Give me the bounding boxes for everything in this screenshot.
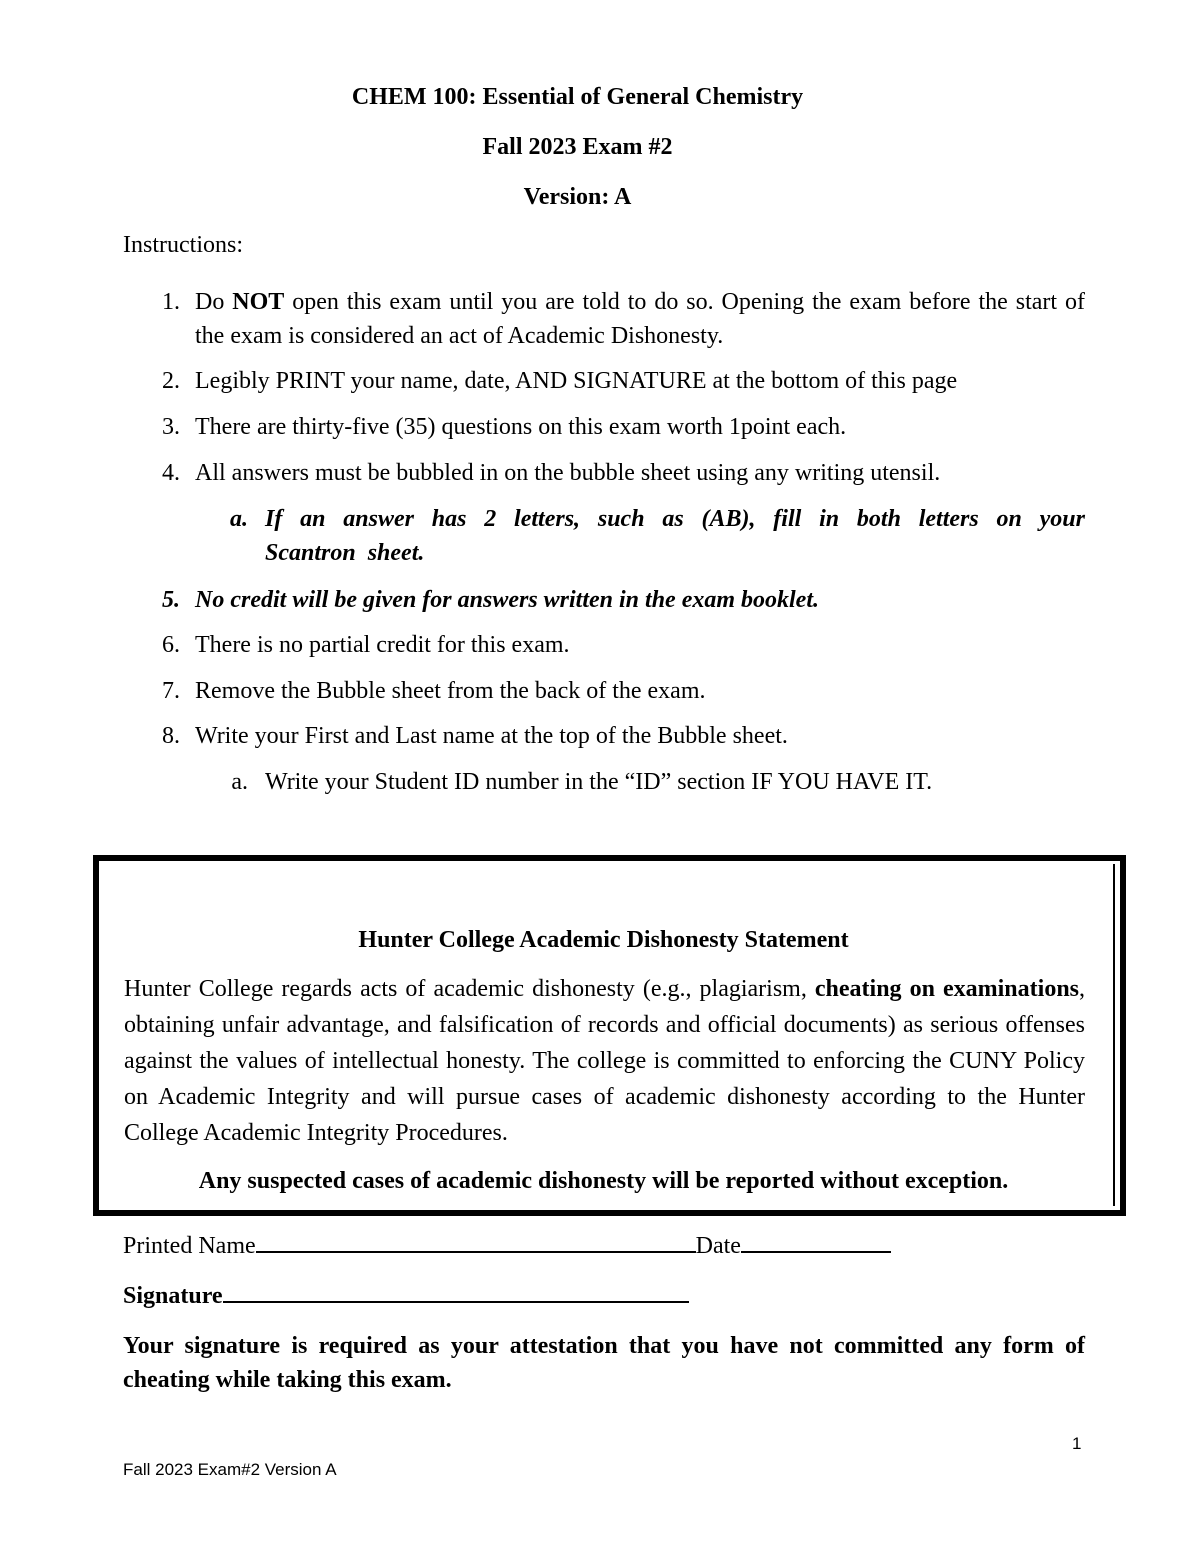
printed-name-row <box>123 1229 891 1263</box>
footer-text: Fall 2023 Exam#2 Version A <box>123 1460 337 1479</box>
statement-warning: Any suspected cases of academic dishonesty will be reported without exception. <box>198 1168 1009 1194</box>
list-marker: 8. <box>162 723 180 749</box>
list-marker: 2. <box>162 368 180 394</box>
statement-body: Hunter College regards acts of academic dishonesty (e.g., plagiarism, cheating on examinations, obtaining unfair advantage, and falsification of records and official documents) as serious offenses against the values of intellectual honesty. The college is committed to enforcing the CUNY Policy on Academic Integrity and will pursue cases of academic dishonesty according to the Hunter College Academic Integrity Procedures. <box>124 976 1086 1146</box>
box-inner-border <box>1113 864 1115 1206</box>
list-marker: 4. <box>162 460 180 486</box>
instruction-item-1: Do NOT open this exam until you are told to do so. Opening the exam before the start of the exam is considered an act of Academic Dishonesty. <box>195 289 1086 349</box>
date-line[interactable] <box>741 1229 891 1253</box>
list-marker: a. <box>231 769 248 795</box>
list-marker: 5. <box>162 587 180 613</box>
instruction-item-8: Write your First and Last name at the top of the Bubble sheet. <box>195 723 788 749</box>
list-marker: 3. <box>162 414 180 440</box>
instruction-item-8a: Write your Student ID number in the “ID” section IF YOU HAVE IT. <box>265 769 933 795</box>
version-label: Version: A <box>523 184 632 210</box>
list-marker: 6. <box>162 632 180 658</box>
exam-title: Fall 2023 Exam #2 <box>482 134 673 160</box>
instructions-heading: Instructions: <box>123 232 243 258</box>
list-marker: 7. <box>162 678 180 704</box>
instruction-item-5: No credit will be given for answers written in the exam booklet. <box>195 587 819 613</box>
signature-label: Signature <box>123 1283 223 1309</box>
instruction-item-4a: If an answer has 2 letters, such as (AB), fill in both letters on your Scantron sheet. <box>265 506 1085 566</box>
instruction-item-7: Remove the Bubble sheet from the back of the exam. <box>195 678 706 704</box>
signature-line[interactable] <box>223 1279 689 1303</box>
course-title: CHEM 100: Essential of General Chemistry <box>351 84 804 110</box>
printed-name-line[interactable] <box>256 1229 696 1253</box>
list-marker: 1. <box>162 289 180 315</box>
instruction-item-6: There is no partial credit for this exam. <box>195 632 570 658</box>
date-label: Date <box>695 1233 741 1259</box>
list-marker: a. <box>230 506 248 532</box>
attestation-text: Your signature is required as your attestation that you have not committed any form of cheating while taking this exam. <box>123 1333 1085 1393</box>
printed-name-label: Printed Name <box>123 1233 256 1259</box>
signature-row <box>123 1279 689 1313</box>
instruction-item-2: Legibly PRINT your name, date, AND SIGNATURE at the bottom of this page <box>195 368 958 394</box>
page-number: 1 <box>1072 1434 1082 1453</box>
statement-title: Hunter College Academic Dishonesty Statement <box>358 927 849 953</box>
instruction-item-4: All answers must be bubbled in on the bubble sheet using any writing utensil. <box>195 460 941 486</box>
instruction-item-3: There are thirty-five (35) questions on this exam worth 1point each. <box>195 414 847 440</box>
